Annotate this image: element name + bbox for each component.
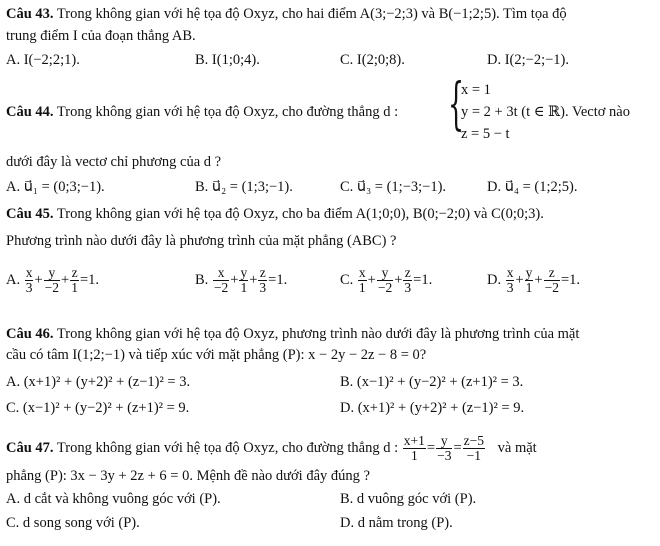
q46-label: Câu 46. <box>6 326 54 342</box>
q45-frac: $\frac{x}{-2}$ <box>213 265 229 295</box>
q47-text: Trong không gian với hệ tọa độ Oxyz, cho đường thẳng d : <box>56 439 399 456</box>
q45-frac: $\frac{y}{-2}$ <box>377 265 393 295</box>
q44-sys-x: x = 1 <box>461 82 491 98</box>
q44-opt-a[interactable]: A. u⃗₁ = (0;3;−1). <box>6 179 105 195</box>
q43-label: Câu 43. <box>6 6 54 22</box>
q47-frac-z: $\frac{z-5}{-1}$ <box>463 433 485 463</box>
q44-opt-c[interactable]: C. u⃗₃ = (1;−3;−1). <box>340 179 447 195</box>
q45-opt-d[interactable]: D. $\frac{x}{3}$ + $\frac{y}{1}$ + $\frac{z}{-2}$ =1. <box>487 265 581 295</box>
q43-opt-c[interactable]: C. I(2;0;8). <box>340 52 405 68</box>
q45-frac: $\frac{z}{-2}$ <box>544 265 559 295</box>
q45-opt-a[interactable]: A. $\frac{x}{3}$ + $\frac{y}{-2}$ + $\frac{z}{1}$ =1. <box>6 265 100 295</box>
q45-line1 <box>6 205 544 223</box>
q44-opt-b[interactable]: B. u⃗₂ = (1;3;−1). <box>195 179 293 195</box>
q46-text: Trong không gian với hệ tọa độ Oxyz, phương trình nào dưới đây là phương trình của mặt <box>56 326 580 342</box>
q47-frac-x: $\frac{x+1}{1}$ <box>403 433 425 463</box>
q45-frac: $\frac{y}{-2}$ <box>44 265 60 295</box>
q47-line1: Câu 47. Trong không gian với hệ tọa độ Oxyz, cho đường thẳng d : $\frac{x+1}{1}$ = $\frac{y}{-3}$ = $\frac{z-5}{-1}$ và mặt <box>6 433 537 463</box>
q44-sys-z: z = 5 − t <box>461 126 510 142</box>
q47-opt-d[interactable]: D. d nằm trong (P). <box>340 515 453 531</box>
q45-frac: $\frac{x}{3}$ <box>25 265 33 295</box>
q47-frac-y: $\frac{y}{-3}$ <box>437 433 452 463</box>
q45-frac: $\frac{y}{1}$ <box>240 265 248 295</box>
q45-text: Trong không gian với hệ tọa độ Oxyz, cho ba điểm A(1;0;0), B(0;−2;0) và C(0;0;3). <box>56 206 544 222</box>
q47-label: Câu 47. <box>6 439 54 456</box>
q45-frac: $\frac{y}{1}$ <box>525 265 533 295</box>
q44-sys-y: y = 2 + 3t (t ∈ ℝ). Vectơ nào <box>461 104 630 120</box>
q46-opt-c[interactable]: C. (x−1)² + (y−2)² + (z+1)² = 9. <box>6 400 190 416</box>
q45-opt-b[interactable]: B. $\frac{x}{-2}$ + $\frac{y}{1}$ + $\frac{z}{3}$ =1. <box>195 265 288 295</box>
q45-frac: $\frac{z}{3}$ <box>404 265 412 295</box>
q44-line1 <box>6 103 398 121</box>
q44-brace: { <box>448 72 465 137</box>
q43-text2: trung điểm I của đoạn thẳng AB. <box>6 28 196 44</box>
q43-opt-b[interactable]: B. I(1;0;4). <box>195 52 260 68</box>
q47-opt-c[interactable]: C. d song song với (P). <box>6 515 140 531</box>
q43-text: Trong không gian với hệ tọa độ Oxyz, cho hai điểm A(3;−2;3) và B(−1;2;5). Tìm tọa độ <box>56 6 567 22</box>
q43-line1 <box>6 5 567 23</box>
q44-text: Trong không gian với hệ tọa độ Oxyz, cho đường thẳng d : <box>56 104 399 120</box>
q43-opt-a[interactable]: A. I(−2;2;1). <box>6 52 80 68</box>
q47-text2: phẳng (P): 3x − 3y + 2z + 6 = 0. Mệnh đề nào dưới đây đúng ? <box>6 468 370 484</box>
q44-label: Câu 44. <box>6 104 54 120</box>
q47-tail: và mặt <box>497 439 537 456</box>
q44-text2: dưới đây là vectơ chỉ phương của d ? <box>6 154 222 170</box>
q45-frac: $\frac{z}{1}$ <box>71 265 78 295</box>
q45-label: Câu 45. <box>6 206 54 222</box>
q45-frac: $\frac{z}{3}$ <box>259 265 267 295</box>
q46-opt-d[interactable]: D. (x+1)² + (y+2)² + (z−1)² = 9. <box>340 400 525 416</box>
q47-opt-b[interactable]: B. d vuông góc với (P). <box>340 491 477 507</box>
q45-opt-c[interactable]: C. $\frac{x}{1}$ + $\frac{y}{-2}$ + $\frac{z}{3}$ =1. <box>340 265 433 295</box>
q44-opt-d[interactable]: D. u⃗₄ = (1;2;5). <box>487 179 578 195</box>
q43-opt-d[interactable]: D. I(2;−2;−1). <box>487 52 569 68</box>
q46-opt-a[interactable]: A. (x+1)² + (y+2)² + (z−1)² = 3. <box>6 374 191 390</box>
q46-opt-b[interactable]: B. (x−1)² + (y−2)² + (z+1)² = 3. <box>340 374 524 390</box>
q45-frac: $\frac{x}{1}$ <box>358 265 366 295</box>
q46-line1 <box>6 325 579 343</box>
q45-frac: $\frac{x}{3}$ <box>506 265 514 295</box>
q47-opt-a[interactable]: A. d cắt và không vuông góc với (P). <box>6 491 221 507</box>
q45-text2: Phương trình nào dưới đây là phương trình của mặt phẳng (ABC) ? <box>6 233 397 249</box>
q46-text2: cầu có tâm I(1;2;−1) và tiếp xúc với mặt phẳng (P): x − 2y − 2z − 8 = 0? <box>6 347 427 363</box>
